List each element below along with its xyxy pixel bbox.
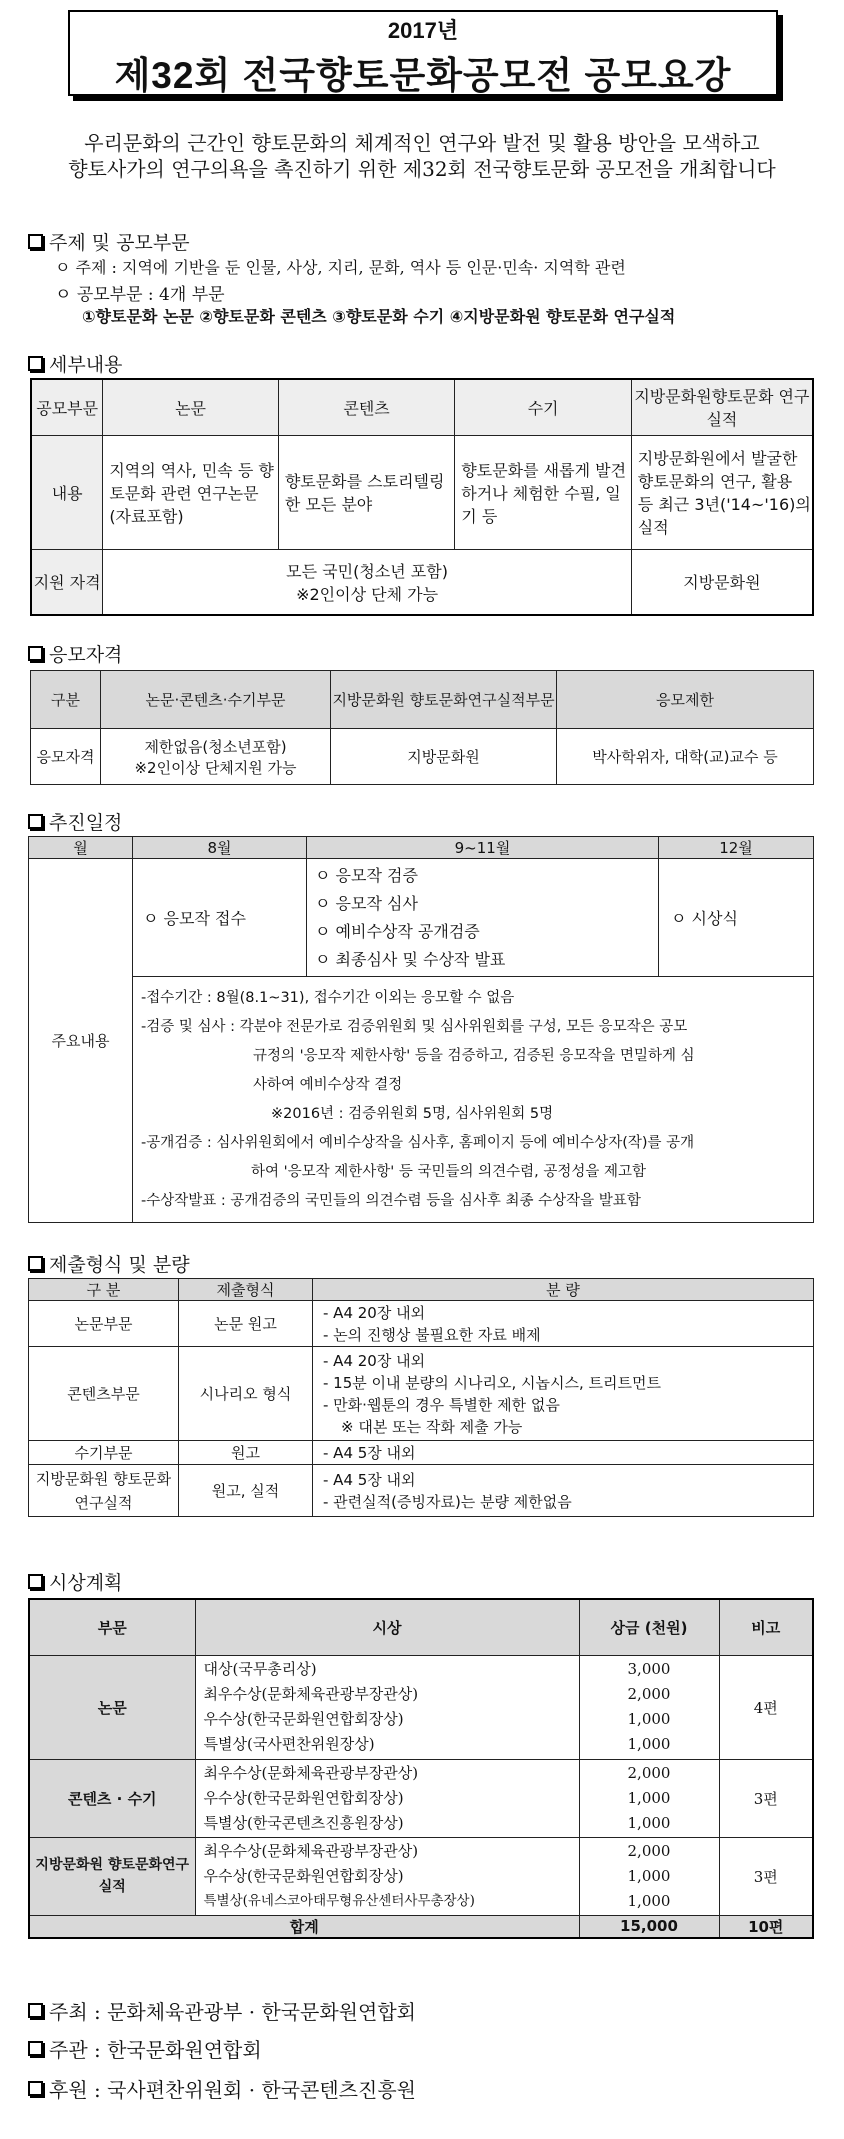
- section-6-heading: 시상계획: [28, 1568, 122, 1595]
- checkbox-icon: [28, 356, 43, 371]
- s1-line2: ㅇ 공모부문 : 4개 부문: [55, 285, 225, 305]
- page-title: 제32회 전국향토문화공모전 공모요강: [114, 55, 732, 96]
- eligibility-table: 구분 논문·콘텐츠·수기부문 지방문화원 향토문화연구실적부문 응모제한 응모자격 제한없음(청소년포함) ※2인이상 단체지원 가능 지방문화원 박사학위자, 대학(교)교수 등: [30, 670, 814, 785]
- footer-sponsor: 후원 : 국사편찬위원회 · 한국콘텐츠진흥원: [28, 2074, 416, 2103]
- section-1-heading: 주제 및 공모부문: [28, 228, 190, 255]
- checkbox-icon: [28, 2041, 43, 2056]
- checkbox-icon: [28, 646, 43, 661]
- section-2-heading: 세부내용: [28, 350, 122, 377]
- checkbox-icon: [28, 234, 43, 249]
- checkbox-icon: [28, 2003, 43, 2018]
- checkbox-icon: [28, 1256, 43, 1271]
- checkbox-icon: [28, 1574, 43, 1589]
- section-5-heading: 제출형식 및 분량: [28, 1250, 190, 1277]
- section-3-heading: 응모자격: [28, 640, 122, 667]
- detail-table: 공모부문 논문 콘텐츠 수기 지방문화원향토문화 연구실적 내용 지역의 역사, 민속 등 향토문화 관련 연구논문(자료포함) 향토문화를 스토리텔링 한 모든 분야 향토문화를 새롭게 발견하거나 체험한 수필, 일기 등 지방문화원에서 발굴한 향토문화의 연구, 활용 등 최근 3년('14~'16)의 실적 지원 자격 모든 국민(청소년 포함) ※2인이상 단체 가능 지방문화원: [30, 378, 814, 616]
- schedule-table: 월 8월 9~11월 12월 주요내용 ㅇ 응모작 접수 ㅇ 응모작 검증 ㅇ 응모작 심사 ㅇ 예비수상작 공개검증 ㅇ 최종심사 및 수상작 발표 ㅇ 시상식 -접수기간 : 8월(8.1~31), 접수기간 이외는 응모할 수 없음 -검증 및 심사 : 각분야 전문가로 검증위원회 및 심사위원회를 구성, 모든 응모작은 공모 규정의 '응모작 제한사항' 등을 검증하고, 검증된 응모작을 면밀하게 심 사하여 예비수상작 결정 ※2016년 : 검증위원회 5명, 심사위원회 5명 -공개검증 : 심사위원회에서 예비수상작을 심사후, 홈페이지 등에 예비수상자(작)를 공개 하여 '응모작 제한사항' 등 국민들의 의견수렴, 공정성을 제고함 -수상작발표 : 공개검증의 국민들의 의견수렴 등을 심사후 최종 수상작을 발표함: [28, 836, 814, 1223]
- footer-organizer: 주관 : 한국문화원연합회: [28, 2034, 262, 2063]
- s1-line1: ㅇ 주제 : 지역에 기반을 둔 인물, 사상, 지리, 문화, 역사 등 인문·민속· 지역학 관련: [55, 258, 626, 277]
- footer-host: 주최 : 문화체육관광부 · 한국문화원연합회: [28, 1996, 416, 2025]
- award-table: 부문 시상 상금 (천원) 비고 논문 대상(국무총리상) 최우수상(문화체육관광부장관상) 우수상(한국문화원연합회장상) 특별상(국사편찬위원장상) 3,000 2,000 1,000 1,000 4편 콘텐츠 · 수기 최우수상(문화체육관광부장관상) 우수상(한국문화원연합회장상) 특별상(한국콘텐츠진흥원장상) 2,000 1,000 1,000 3편 지방문화원 향토문화연구실적 최우수상(문화체육관광부장관상) 우수상(한국문화원연합회장상) 특별상(유네스코아태무형유산센터사무총장상) 2,000 1,000 1,000 3편 합계 15,000 10편: [28, 1598, 814, 1939]
- checkbox-icon: [28, 814, 43, 829]
- title-box: [68, 10, 778, 96]
- s1-line3: ①향토문화 논문 ②향토문화 콘텐츠 ③향토문화 수기 ④지방문화원 향토문화 연구실적: [82, 307, 676, 326]
- intro: 우리문화의 근간인 향토문화의 체계적인 연구와 발전 및 활용 방안을 모색하고 향토사가의 연구의욕을 촉진하기 위한 제32회 전국향토문화 공모전을 개최합니다: [68, 131, 776, 181]
- checkbox-icon: [28, 2081, 43, 2096]
- format-table: 구 분 제출형식 분 량 논문부문 논문 원고 - A4 20장 내외 - 논의 진행상 불필요한 자료 배제 콘텐츠부문 시나리오 형식 - A4 20장 내외 - 15분 이내 분량의 시나리오, 시놉시스, 트리트먼트 - 만화·웹툰의 경우 특별한 제한 없음 ※ 대본 또는 작화 제출 가능 수기부문 원고 - A4 5장 내외 지방문화원 향토문화연구실적 원고, 실적 - A4 5장 내외 - 관련실적(증빙자료)는 분량 제한없음: [28, 1278, 814, 1517]
- year: 2017년: [387, 18, 459, 43]
- section-4-heading: 추진일정: [28, 808, 122, 835]
